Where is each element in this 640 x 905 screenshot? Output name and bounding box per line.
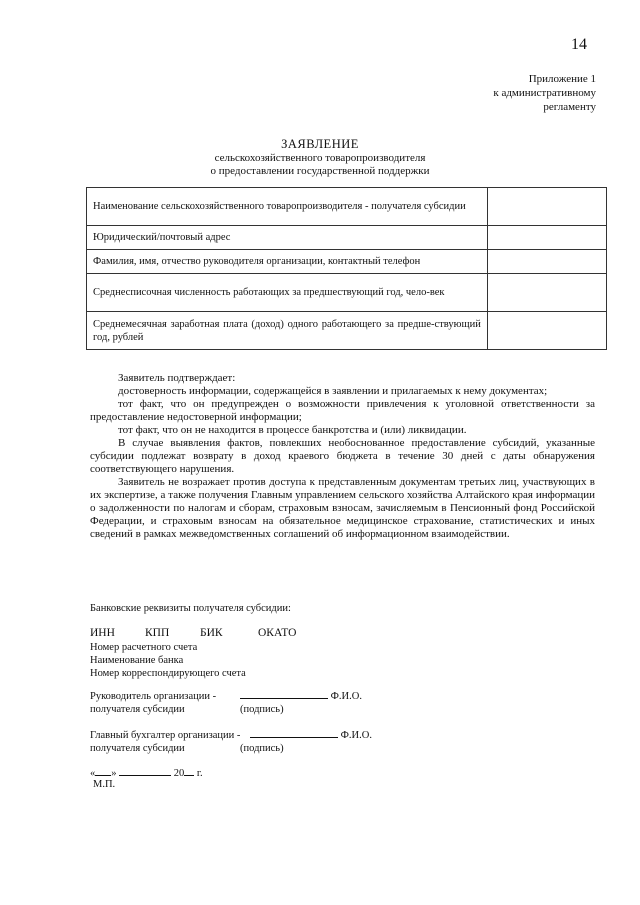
appendix-note <box>376 72 596 114</box>
row-label: Юридический/почтовый адрес <box>87 226 488 250</box>
table-row <box>87 226 607 250</box>
head-fio-label: Ф.И.О. <box>330 691 362 702</box>
table-row <box>87 250 607 274</box>
paragraph: В случае выявления фактов, повлекших необоснованное предоставление субсидий, указанные субсидии подлежат возврату в доход краевого бюджета в течение 30 дней с даты обнаружения соответствующего нарушения. <box>90 437 595 475</box>
head-title: Руководитель организации - <box>90 691 217 702</box>
quote-open: « <box>90 768 96 779</box>
accountant-signature-line[interactable] <box>250 727 338 738</box>
date-line <box>90 765 203 779</box>
bank-name-label: Наименование банка <box>90 655 184 666</box>
paragraph: тот факт, что он не находится в процессе банкротства и (или) ликвидации. <box>118 424 467 436</box>
row-value-field[interactable] <box>487 188 606 226</box>
table-row <box>87 312 607 350</box>
quote-close: » <box>111 768 117 779</box>
head-signature-line[interactable] <box>240 688 328 699</box>
bik-label: БИК <box>200 627 223 639</box>
month-field[interactable] <box>119 765 171 776</box>
row-value-field[interactable] <box>487 250 606 274</box>
head-signature-block <box>90 688 362 716</box>
account-lines <box>90 641 246 680</box>
row-label: Наименование сельскохозяйственного товаропроизводителя - получателя субсидии <box>87 188 488 226</box>
row-value-field[interactable] <box>487 226 606 250</box>
paragraph: Заявитель не возражает против доступа к представленным документам третьих лиц, участвующих в их экспертизе, а также получения Главным управлением сельского хозяйства Алтайского края информации о задолженности по налогам и сборам, страховым взносам, зачисляемым в Пенсионный фонд Российской Федерации, и страховым взносам на обязательное медицинское страхование, статистических и иных сведений в рамках межведомственных соглашений об информационном взаимодействии. <box>90 476 595 540</box>
year-field[interactable] <box>184 765 194 776</box>
document-title: ЗАЯВЛЕНИЕ <box>281 137 359 151</box>
row-value-field[interactable] <box>487 274 606 312</box>
accountant-fio-label: Ф.И.О. <box>340 730 372 741</box>
title-block <box>0 137 640 178</box>
paragraph: достоверность информации, содержащейся в заявлении и прилагаемых к нему документах; <box>118 385 548 397</box>
table-row <box>87 274 607 312</box>
declaration-text <box>90 372 595 541</box>
account-number-label: Номер расчетного счета <box>90 642 198 653</box>
page-number: 14 <box>571 36 587 53</box>
year-prefix: 20 <box>173 768 185 779</box>
row-label: Среднесписочная численность работающих за предшествующий год, чело-век <box>87 274 488 312</box>
applicant-info-table <box>86 187 607 350</box>
appendix-line-3: регламенту <box>543 101 596 113</box>
paragraph: Заявитель подтверждает: <box>118 372 236 384</box>
row-value-field[interactable] <box>487 312 606 350</box>
accountant-signature-block <box>90 727 372 755</box>
day-field[interactable] <box>95 765 111 776</box>
paragraph: тот факт, что он предупрежден о возможности привлечения к уголовной ответственности за предоставление недостоверной информации; <box>90 398 595 423</box>
okato-label: ОКАТО <box>258 627 297 639</box>
appendix-line-1: Приложение 1 <box>528 73 596 85</box>
document-subtitle-2: о предоставлении государственной поддержки <box>210 165 430 177</box>
year-suffix: г. <box>196 768 203 779</box>
accountant-title-cont: получателя субсидии <box>90 743 185 754</box>
accountant-title: Главный бухгалтер организации - <box>90 730 241 741</box>
kpp-label: КПП <box>145 627 170 639</box>
bank-codes-row <box>90 627 296 639</box>
row-label: Среднемесячная заработная плата (доход) одного работающего за предше-ствующий год, рублей <box>87 312 488 350</box>
bank-details-title: Банковские реквизиты получателя субсидии: <box>90 603 291 614</box>
head-sign-caption: (подпись) <box>240 704 284 715</box>
accountant-sign-caption: (подпись) <box>240 743 284 754</box>
document-subtitle-1: сельскохозяйственного товаропроизводителя <box>214 152 426 164</box>
row-label: Фамилия, имя, отчество руководителя организации, контактный телефон <box>87 250 488 274</box>
corr-account-label: Номер корреспондирующего счета <box>90 668 246 679</box>
head-title-cont: получателя субсидии <box>90 704 185 715</box>
inn-label: ИНН <box>90 627 115 639</box>
appendix-line-2: к административному <box>493 87 596 99</box>
table-row <box>87 188 607 226</box>
stamp-place-label: М.П. <box>93 779 116 790</box>
